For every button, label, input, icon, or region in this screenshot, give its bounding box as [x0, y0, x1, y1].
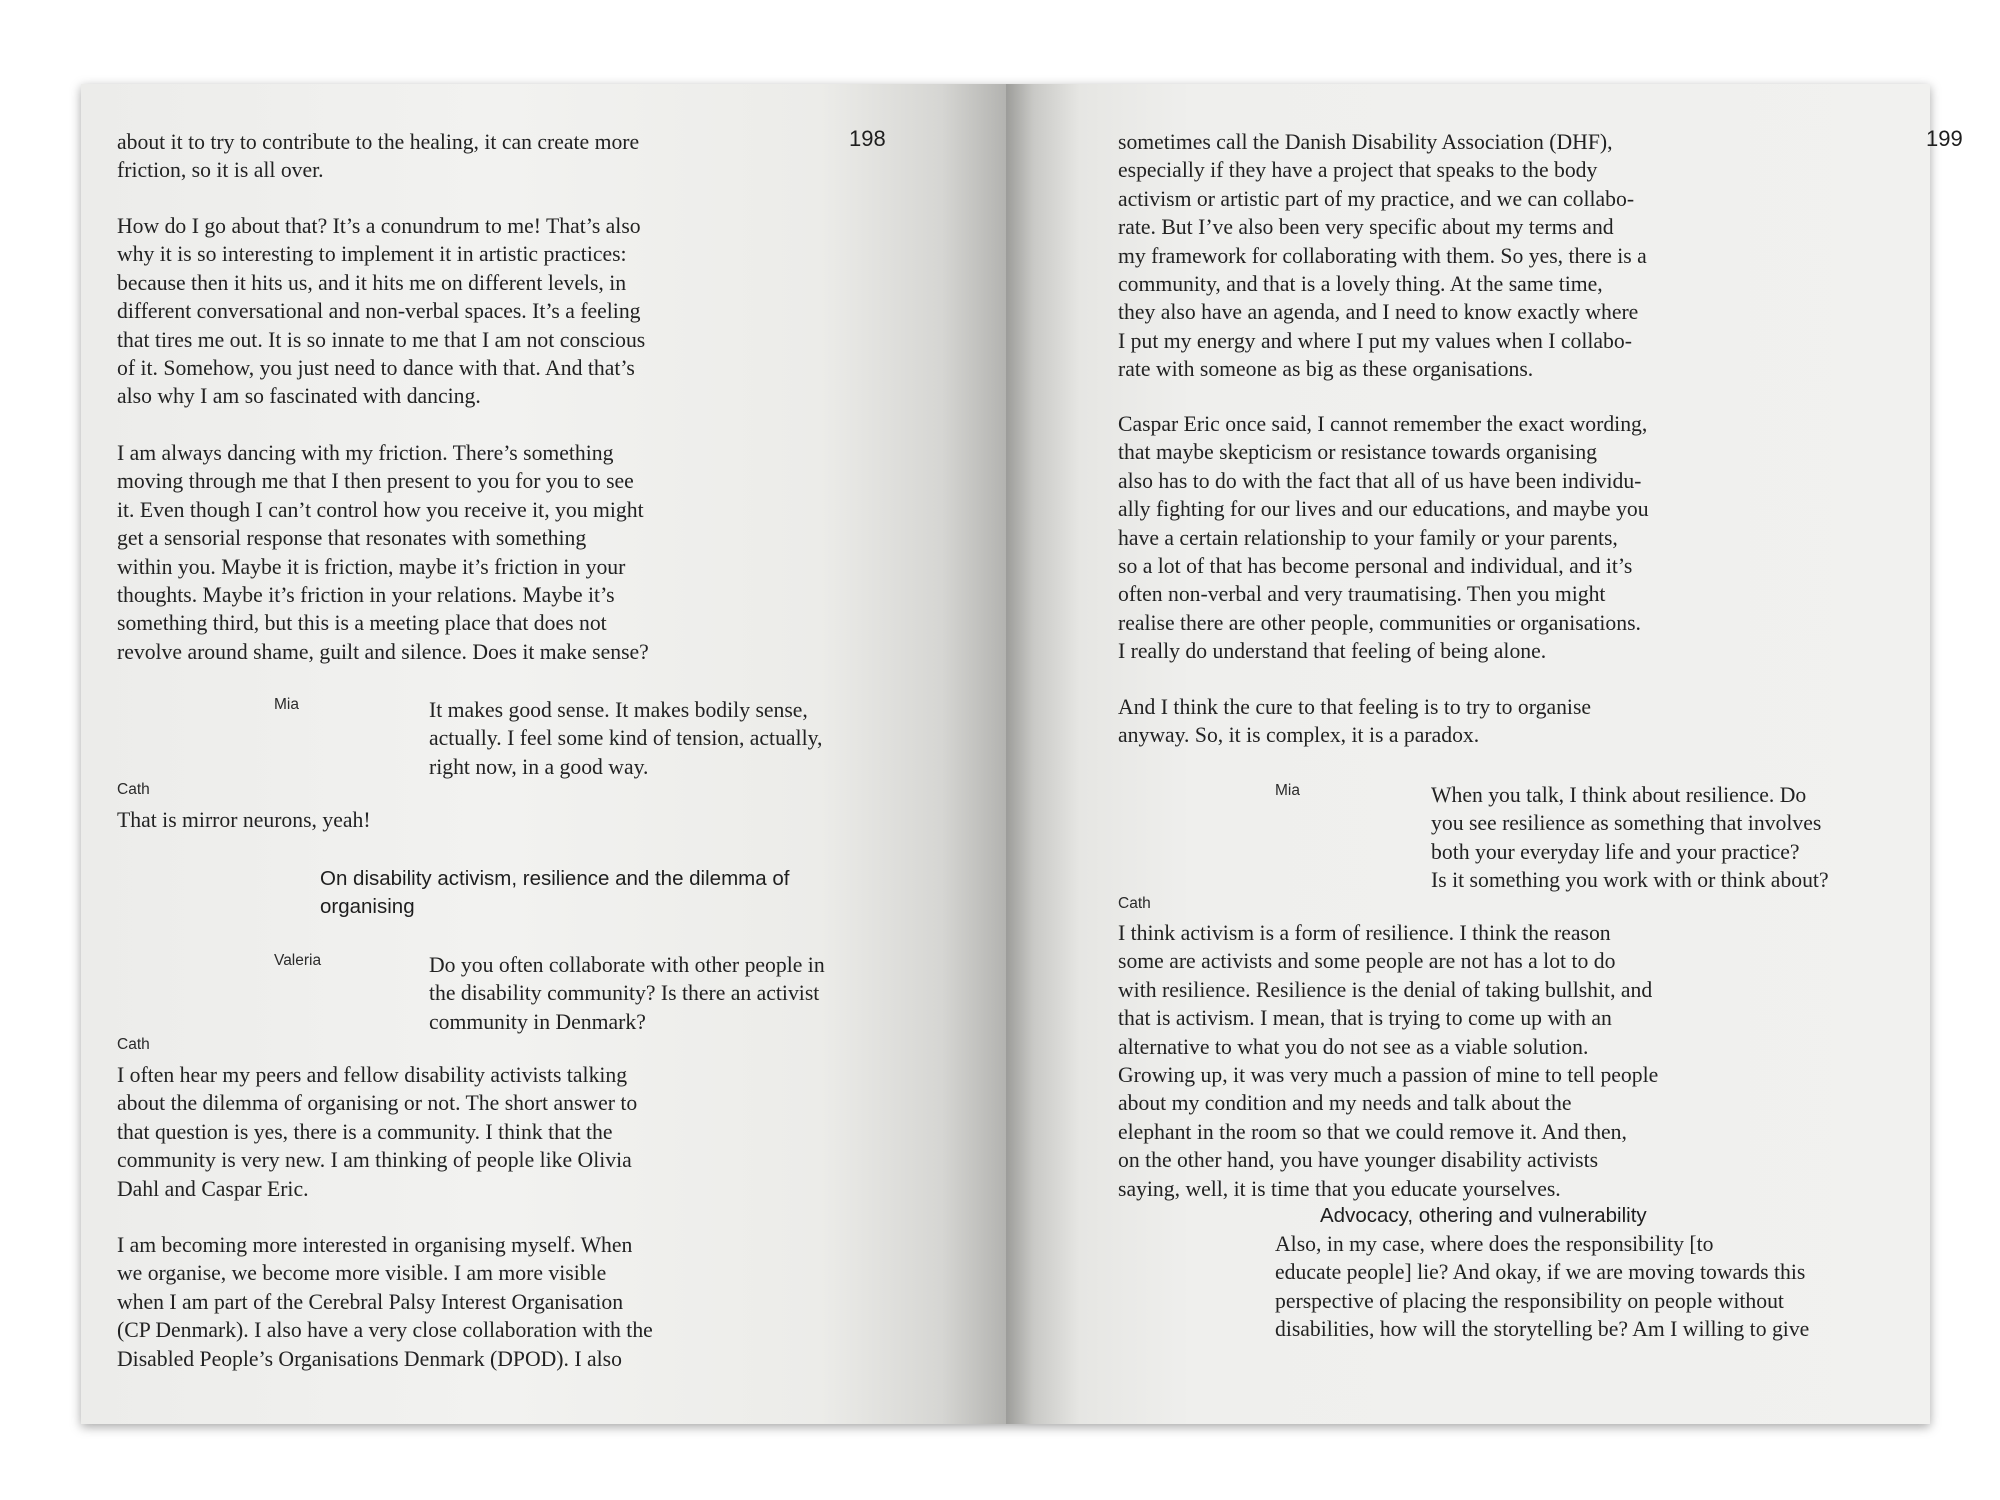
speaker-label-mia: Mia	[1275, 782, 1300, 799]
paragraph: I am always dancing with my friction. There’s something moving through me that I then present to you for you to see it. Even though I can’t control how you receive it, you might get a sensorial response that resonates with something within you. Maybe it is friction, maybe it’s friction in your thoughts. Maybe it’s friction in your relations. Maybe it’s something third, but this is a meeting place that does not revolve around shame, guilt and silence. Does it make sense?	[117, 441, 649, 664]
quote-valeria: Do you often collaborate with other people in the disability community? Is there an activist community in Denmark?	[429, 953, 825, 1034]
speaker-label-cath: Cath	[117, 781, 150, 798]
paragraph: How do I go about that? It’s a conundrum to me! That’s also why it is so interesting to implement it in artistic practices: because then it hits us, and it hits me on different levels, in different conversational and non-verbal spaces. It’s a feeling that tires me out. It is so innate to me that I am not conscious of it. Somehow, you just need to dance with that. And that’s also why I am so fascinated with dancing.	[117, 214, 646, 409]
page-number: 198	[849, 126, 886, 151]
paragraph: about it to try to contribute to the healing, it can create more friction, so it is all over.	[117, 130, 640, 183]
quote-mia: When you talk, I think about resilience. Do you see resilience as something that involves both your everyday life and your practice? Is it something you work with or think about?	[1431, 783, 1829, 893]
paragraph: sometimes call the Danish Disability Association (DHF), especially if they have a project that speaks to the body activism or artistic part of my practice, and we can collabo- rate. But I’ve also been very specific about my terms and my framework for collaborating with them. So yes, there is a community, and that is a lovely thing. At the same time, they also have an agenda, and I need to know exactly where I put my energy and where I put my values when I collabo- rate with someone as big as these organisations.	[1118, 130, 1647, 382]
book-spread	[81, 84, 1963, 1424]
paragraph: I am becoming more interested in organising myself. When we organise, we become more visible. I am more visible when I am part of the Cerebral Palsy Interest Organisation (CP Denmark). I also have a very close collaboration with the Disabled People’s Organisations Denmark (DPOD). I also	[117, 1233, 653, 1371]
paragraph: I often hear my peers and fellow disability activists talking about the dilemma of organising or not. The short answer to that question is yes, there is a community. I think that the community is very new. I am thinking of people like Olivia Dahl and Caspar Eric.	[117, 1063, 638, 1201]
section-heading: Advocacy, othering and vulnerability	[1320, 1204, 1647, 1227]
page-number: 199	[1926, 126, 1963, 151]
paragraph: Also, in my case, where does the responsibility [to educate people] lie? And okay, if we are moving towards this perspective of placing the responsibility on people without disabilities, how will the storytelling be? Am I willing to give	[1275, 1232, 1810, 1342]
section-heading: On disability activism, resilience and the dilemma of organising	[320, 867, 790, 919]
paragraph: And I think the cure to that feeling is to try to organise anyway. So, it is complex, it is a paradox.	[1118, 695, 1592, 748]
speaker-label-mia: Mia	[274, 696, 299, 713]
right-page	[1006, 84, 1963, 1424]
speaker-label-cath: Cath	[1118, 895, 1151, 912]
left-page	[81, 84, 1006, 1424]
paragraph: That is mirror neurons, yeah!	[117, 808, 371, 832]
speaker-label-valeria: Valeria	[274, 952, 322, 969]
paragraph: Caspar Eric once said, I cannot remember the exact wording, that maybe skepticism or resistance towards organising also has to do with the fact that all of us have been individu- ally fighting for our lives and our educations, and maybe you have a certain relationship to your family or your parents, so a lot of that has become personal and individual, and it’s often non-verbal and very traumatising. Then you might realise there are other people, communities or organisations. I really do understand that feeling of being alone.	[1118, 412, 1649, 664]
speaker-label-cath: Cath	[117, 1036, 150, 1053]
paragraph: I think activism is a form of resilience. I think the reason some are activists and some people are not has a lot to do with resilience. Resilience is the denial of taking bullshit, and that is activism. I mean, that is trying to come up with an alternative to what you do not see as a viable solution. Growing up, it was very much a passion of mine to tell people about my condition and my needs and talk about the elephant in the room so that we could remove it. And then, on the other hand, you have younger disability activists saying, well, it is time that you educate yourselves.	[1118, 921, 1659, 1201]
quote-mia: It makes good sense. It makes bodily sense, actually. I feel some kind of tension, actually, right now, in a good way.	[429, 698, 823, 779]
